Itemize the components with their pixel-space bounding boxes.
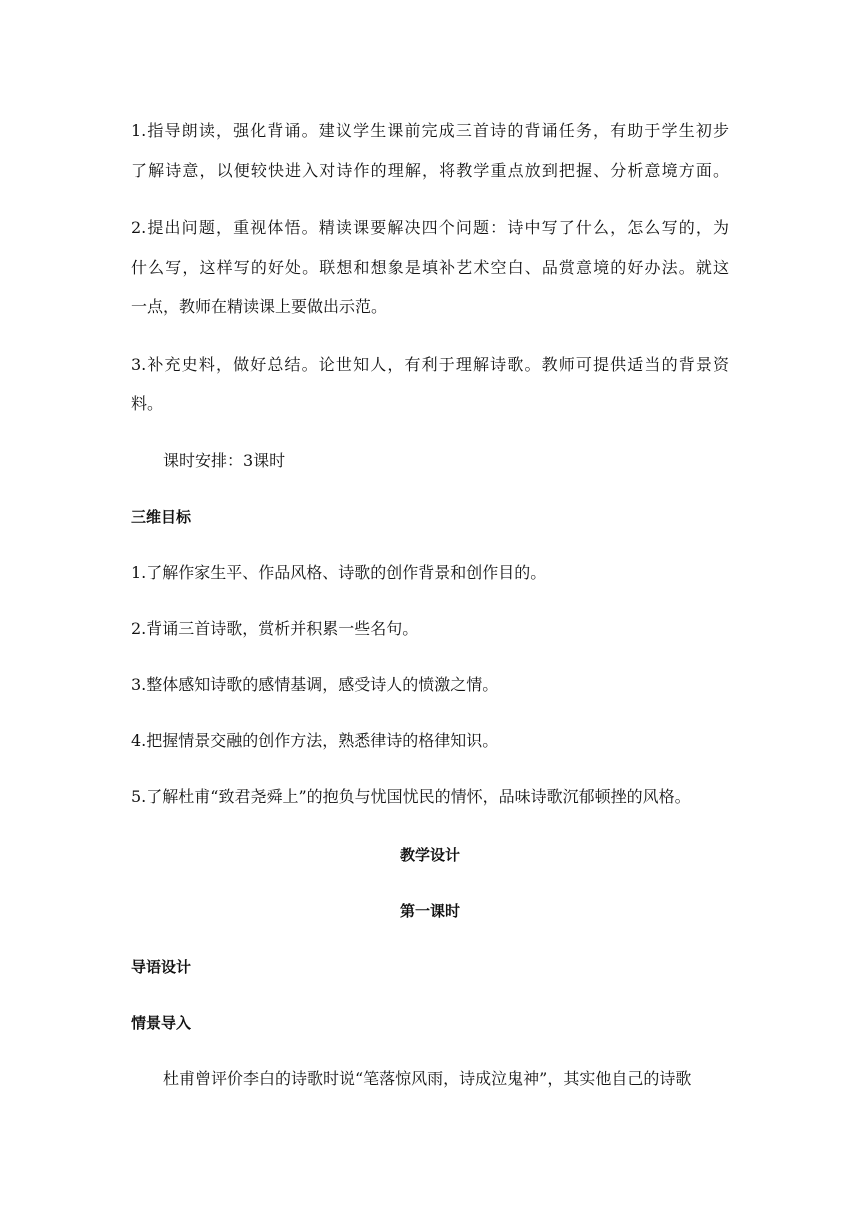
first-lesson-title: 第一课时 — [399, 902, 460, 920]
paragraph-3-line-2: 料。 — [131, 394, 164, 413]
paragraph-2-line-1: 2.提出问题，重视体悟。精读课要解决四个问题：诗中写了什么，怎么写的，为 — [131, 218, 729, 237]
paragraph-2-line-3: 一点，教师在精读课上要做出示范。 — [131, 297, 388, 316]
paragraph-3-line-1: 3.补充史料，做好总结。论世知人，有利于理解诗歌。教师可提供适当的背景资 — [131, 355, 729, 374]
paragraph-1-line-2: 了解诗意，以便较快进入对诗作的理解，将教学重点放到把握、分析意境方面。 — [131, 161, 729, 180]
intro-design-heading: 导语设计 — [131, 958, 192, 976]
goal-item-1: 1.了解作家生平、作品风格、诗歌的创作背景和创作目的。 — [131, 563, 547, 582]
paragraph-1-line-1: 1.指导朗读，强化背诵。建议学生课前完成三首诗的背诵任务，有助于学生初步 — [131, 121, 729, 140]
teaching-design-title: 教学设计 — [399, 846, 460, 864]
goal-item-4: 4.把握情景交融的创作方法，熟悉律诗的格律知识。 — [131, 731, 499, 750]
goal-item-5: 5.了解杜甫“致君尧舜上”的抱负与忧国忧民的情怀，品味诗歌沉郁顿挫的风格。 — [131, 787, 691, 806]
intro-paragraph-line-1: 杜甫曾评价李白的诗歌时说“笔落惊风雨，诗成泣鬼神”，其实他自己的诗歌 — [163, 1069, 692, 1088]
goal-item-2: 2.背诵三首诗歌，赏析并积累一些名句。 — [131, 619, 419, 638]
lesson-schedule: 课时安排：3课时 — [163, 451, 286, 470]
goal-item-3: 3.整体感知诗歌的感情基调，感受诗人的愤激之情。 — [131, 675, 499, 694]
paragraph-2-line-2: 什么写，这样写的好处。联想和想象是填补艺术空白、品赏意境的好办法。就这 — [131, 258, 729, 277]
goals-heading: 三维目标 — [131, 508, 192, 526]
scene-intro-heading: 情景导入 — [131, 1014, 192, 1032]
